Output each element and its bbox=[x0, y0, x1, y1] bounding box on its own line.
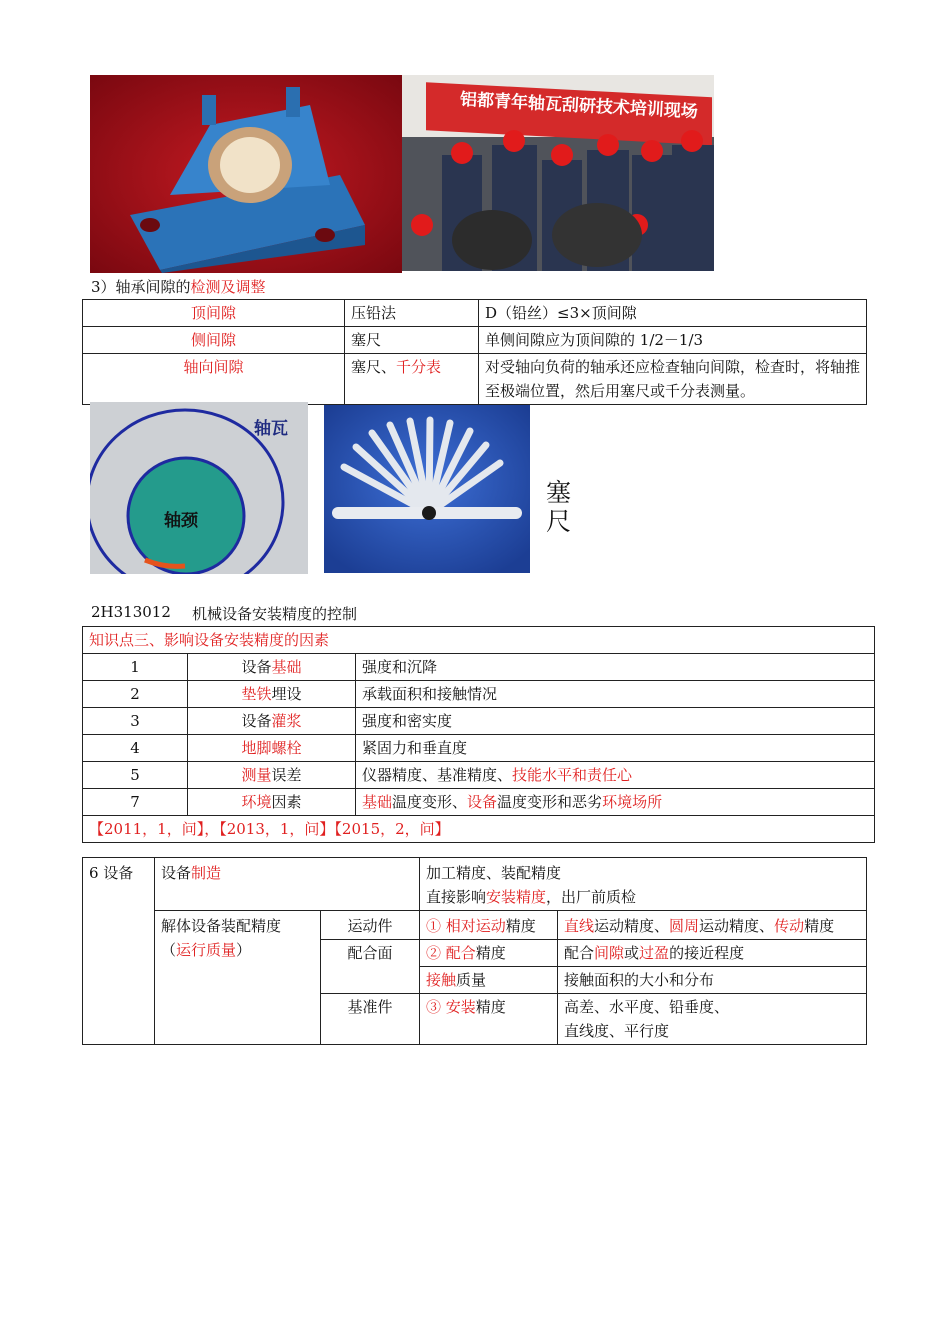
row-number: 7 bbox=[83, 789, 188, 816]
table-footer-row bbox=[83, 816, 875, 843]
motion-desc: 直线运动精度、圆周运动精度、传动精度 bbox=[558, 911, 867, 940]
feeler-gauge-label: 塞尺 bbox=[546, 478, 572, 536]
table-row bbox=[83, 911, 867, 940]
section3-heading: 3）轴承间隙的检测及调整 bbox=[91, 278, 266, 296]
equipment-precision-table bbox=[82, 857, 867, 1045]
motion-part: 运动件 bbox=[321, 911, 420, 940]
factor-detail: 强度和沉降 bbox=[356, 654, 875, 681]
table-row bbox=[83, 858, 867, 911]
table-row bbox=[83, 654, 875, 681]
fit-desc: 配合间隙或过盈的接近程度 bbox=[558, 940, 867, 967]
table-row bbox=[83, 735, 875, 762]
fit-part: 配合面 bbox=[321, 940, 420, 994]
clearance-name: 侧间隙 bbox=[83, 327, 345, 354]
shell-label: 轴瓦 bbox=[254, 419, 288, 439]
journal-bearing-diagram bbox=[90, 402, 308, 574]
bearing-housing-photo bbox=[90, 75, 402, 273]
table-row bbox=[83, 681, 875, 708]
clearance-method: 塞尺、千分表 bbox=[345, 354, 479, 405]
knowledge-header: 知识点三、影响设备安装精度的因素 bbox=[83, 627, 875, 654]
clearance-desc: 对受轴向负荷的轴承还应检查轴向间隙，检查时，将轴推至极端位置，然后用塞尺或千分表测量。 bbox=[479, 354, 867, 405]
journal-label: 轴颈 bbox=[164, 511, 198, 531]
table-row bbox=[83, 708, 875, 735]
table-row bbox=[83, 354, 867, 405]
clearance-desc: D（铅丝）≤3×顶间隙 bbox=[479, 300, 867, 327]
banner-text: 铝都青年轴瓦刮研技术培训现场 bbox=[459, 89, 699, 123]
row-number: 3 bbox=[83, 708, 188, 735]
exam-references: 【2011，1，问】，【2013，1，问】【2015，2，问】 bbox=[83, 816, 875, 843]
fit-item: ② 配合精度 bbox=[420, 940, 558, 967]
factor-detail: 强度和密实度 bbox=[356, 708, 875, 735]
clearance-method: 压铅法 bbox=[345, 300, 479, 327]
row-number: 5 bbox=[83, 762, 188, 789]
row-number: 2 bbox=[83, 681, 188, 708]
factor: 环境因素 bbox=[188, 789, 356, 816]
datum-part: 基准件 bbox=[321, 994, 420, 1045]
factor-detail: 基础温度变形、设备温度变形和恶劣环境场所 bbox=[356, 789, 875, 816]
factors-table bbox=[82, 626, 875, 843]
equipment-no: 6 设备 bbox=[83, 858, 155, 1045]
factor-detail: 紧固力和垂直度 bbox=[356, 735, 875, 762]
section-title: 机械设备安装精度的控制 bbox=[192, 605, 358, 623]
table-header-row bbox=[83, 627, 875, 654]
factor: 地脚螺栓 bbox=[188, 735, 356, 762]
assembly-precision: 解体设备装配精度 （运行质量） bbox=[155, 911, 321, 1045]
table-row bbox=[83, 789, 875, 816]
equipment-manufacture-desc: 加工精度、装配精度 直接影响安装精度，出厂前质检 bbox=[420, 858, 867, 911]
table-row bbox=[83, 762, 875, 789]
datum-desc: 高差、水平度、铅垂度、 直线度、平行度 bbox=[558, 994, 867, 1045]
clearance-name: 顶间隙 bbox=[83, 300, 345, 327]
factor: 测量误差 bbox=[188, 762, 356, 789]
motion-item: ① 相对运动精度 bbox=[420, 911, 558, 940]
row-number: 4 bbox=[83, 735, 188, 762]
datum-item: ③ 安装精度 bbox=[420, 994, 558, 1045]
section-code: 2H313012 bbox=[91, 603, 171, 621]
clearance-table bbox=[82, 299, 867, 405]
table-row bbox=[83, 300, 867, 327]
factor: 垫铁埋设 bbox=[188, 681, 356, 708]
contact-desc: 接触面积的大小和分布 bbox=[558, 967, 867, 994]
contact-item: 接触质量 bbox=[420, 967, 558, 994]
clearance-method: 塞尺 bbox=[345, 327, 479, 354]
factor-detail: 仪器精度、基准精度、技能水平和责任心 bbox=[356, 762, 875, 789]
factor: 设备基础 bbox=[188, 654, 356, 681]
row-number: 1 bbox=[83, 654, 188, 681]
table-row bbox=[83, 327, 867, 354]
factor: 设备灌浆 bbox=[188, 708, 356, 735]
clearance-desc: 单侧间隙应为顶间隙的 1/2－1/3 bbox=[479, 327, 867, 354]
training-scene-photo bbox=[402, 75, 714, 271]
feeler-gauge-photo bbox=[324, 405, 530, 573]
clearance-name: 轴向间隙 bbox=[83, 354, 345, 405]
factor-detail: 承载面积和接触情况 bbox=[356, 681, 875, 708]
equipment-manufacture: 设备制造 bbox=[155, 858, 420, 911]
